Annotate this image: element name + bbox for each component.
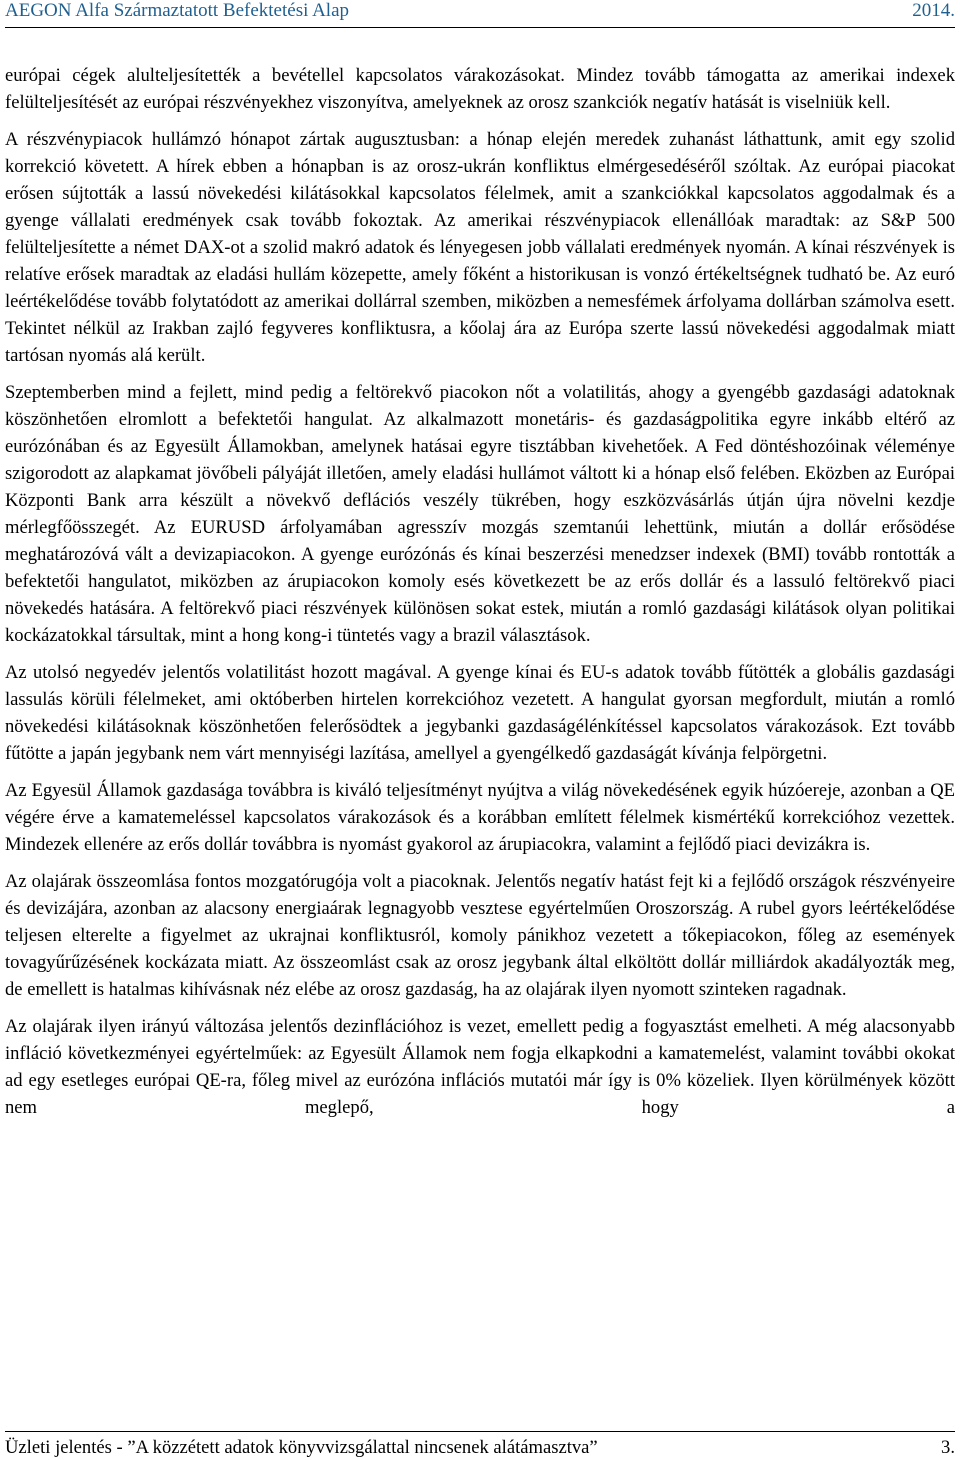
paragraph: Az olajárak összeomlása fontos mozgatórugója volt a piacoknak. Jelentős negatív hatást fejt ki a fejlődő országok részvényeire és devizájára, azonban az alacsony energiaárak legnagyobb vesztese egyértelműen Oroszország. A rubel gyors leértékelődése teljesen elterelte a figyelmet az ukrajnai konfliktusról, komoly pánikhoz vezetett a tőkepiacokon, főleg az események tovagyűrűzésének kockázata miatt. Az összeomlást csak az orosz jegybank által elköltött dollár milliárdok akadályozták meg, de emellett is hatalmas kihívásnak néz elébe az orosz gazdaság, ha az olajárak ilyen nyomott szinteken ragadnak. bbox=[5, 871, 955, 1000]
paragraph: Szeptemberben mind a fejlett, mind pedig a feltörekvő piacokon nőt a volatilitás, ahogy a gyengébb gazdasági adatoknak köszönhetően elromlott a befektetői hangulat. Az alkalmazott monetáris- és gazdaságpolitika egyre inkább eltérő az eurózónában és az Egyesült Államokban, amelynek hatásai egyre tisztábban kivehetőek. A Fed döntéshozóinak véleménye szigorodott az alapkamat jövőbeli pályáját illetően, amely eladási hullámot váltott ki a hónap első felében. Eközben az Európai Központi Bank arra készült a növekvő deflációs veszély tükrében, hogy eszközvásárlás útján újra növelni kezdje mérlegfőösszegét. Az EURUSD árfolyamában agresszív mozgás szemtanúi lehettünk, miután a dollár erősödése meghatározóvá vált a devizapiacokon. A gyenge eurózónás és kínai beszerzési menedzser indexek (BMI) tovább rontották a befektetői hangulatot, miközben az árupiacokon komoly esés következett be az erős dollár és a lassuló feltörekvő piaci növekedés hatására. A feltörekvő piaci részvények különösen sokat estek, miután a romló gazdasági kilátások olyan politikai kockázatokkal társultak, mint a hong kong-i tüntetés vagy a brazil választások. bbox=[5, 382, 955, 646]
paragraph: Az Egyesül Államok gazdasága továbbra is kiváló teljesítményt nyújtva a világ növekedésének egyik húzóereje, azonban a QE végére érve a kamatemeléssel kapcsolatos várakozások és a korábban említett félelmek kismértékű korrekcióhoz vezettek. Mindezek ellenére az erős dollár továbbra is nyomást gyakorol az árupiacokra, valamint a fejlődő piaci devizákra is. bbox=[5, 780, 955, 855]
header-title: AEGON Alfa Származtatott Befektetési Alap bbox=[5, 0, 350, 21]
document-body bbox=[5, 62, 955, 1131]
header-year: 2014. bbox=[912, 0, 955, 21]
paragraph: A részvénypiacok hullámzó hónapot zártak augusztusban: a hónap elején meredek zuhanást láthattunk, amit egy szolid korrekció követett. A hírek ebben a hónapban is az orosz-ukrán konfliktus elmérgesedéséről szóltak. Az európai piacokat erősen sújtották a lassú növekedési kilátásokkal kapcsolatos félelmek, amit a szankciókkal kapcsolatos aggodalmak és a gyenge vállalati eredmények csak tovább fokoztak. Az amerikai részvénypiacok ellenállóak maradtak: az S&P 500 felülteljesítette a német DAX-ot a szolid makró adatok és lényegesen jobb vállalati eredmények nyomán. A kínai részvények is relatíve erősek maradtak az eladási hullám közepette, amely főként a historikusan is vonzó értékeltségnek tudható be. Az euró leértékelődése tovább folytatódott az amerikai dollárral szemben, miközben a nemesfémek árfolyama dollárban számolva esett. Tekintet nélkül az Irakban zajló fegyveres konfliktusra, a kőolaj ára az Európa szerte lassú növekedési aggodalmak miatt tartósan nyomás alá került. bbox=[5, 129, 955, 366]
footer-text: Üzleti jelentés - ”A közzétett adatok könyvvizsgálattal nincsenek alátámasztva” bbox=[5, 1437, 598, 1458]
paragraph: európai cégek alulteljesítették a bevétellel kapcsolatos várakozásokat. Mindez tovább támogatta az amerikai indexek felülteljesítését az európai részvényekhez viszonyítva, amelyeknek az orosz szankciók negatív hatását is viselniük kell. bbox=[5, 65, 955, 113]
page-footer bbox=[5, 1431, 955, 1460]
page-header bbox=[5, 0, 955, 28]
paragraph: Az utolsó negyedév jelentős volatilitást hozott magával. A gyenge kínai és EU-s adatok tovább fűtötték a globális gazdasági lassulás körüli félelmeket, ami októberben hirtelen korrekcióhoz vezetett. A hangulat gyorsan megfordult, miután a romló növekedési kilátásoknak köszönhetően felerősödtek a jegybanki gazdaságélénkítéssel kapcsolatos várakozások. Ezt tovább fűtötte a japán jegybank nem várt mennyiségi lazítása, amellyel a gyengélkedő gazdaságát kívánja felpörgetni. bbox=[5, 662, 955, 764]
paragraph: Az olajárak ilyen irányú változása jelentős dezinflációhoz is vezet, emellett pedig a fogyasztást emelheti. A még alacsonyabb infláció következményei egyértelműek: az Egyesült Államok nem fogja elkapkodni a kamatemelést, valamint további okokat ad egy esetleges európai QE-ra, főleg mivel az eurózóna inflációs mutatói már így is 0% közeliek. Ilyen körülmények között nem meglepő, hogy a bbox=[5, 1016, 955, 1118]
page-number: 3. bbox=[941, 1437, 955, 1458]
